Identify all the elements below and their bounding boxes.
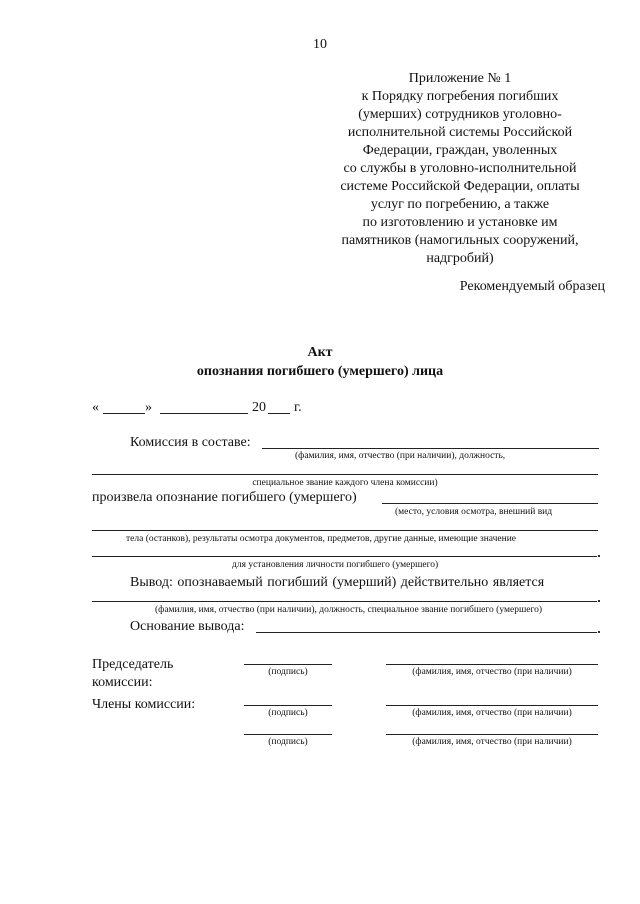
basis-label: Основание вывода: xyxy=(130,619,245,634)
date-day-field[interactable] xyxy=(103,413,145,414)
appendix-line: Приложение № 1 xyxy=(408,71,512,86)
commission-hint-2: специальное звание каждого члена комиссии) xyxy=(252,478,438,488)
identification-hint-2: тела (останков), результаты осмотра документов, предметов, другие данные, имеющие значение xyxy=(126,534,517,544)
member2-signature-hint: (подпись) xyxy=(268,737,308,747)
basis-period xyxy=(598,631,600,633)
conclusion-hint: (фамилия, имя, отчество (при наличии), должность, специальное звание погибшего (умершего) xyxy=(155,605,543,615)
appendix-line: (умерших) сотрудников уголовно- xyxy=(358,107,562,122)
appendix-line: исполнительной системы Российской xyxy=(347,125,573,140)
recommended-sample-note: Рекомендуемый образец xyxy=(459,279,605,294)
chairman-label-1: Председатель xyxy=(92,657,174,672)
chairman-name-hint: (фамилия, имя, отчество (при наличии) xyxy=(412,667,572,677)
appendix-line: услуг по погребению, а также xyxy=(370,197,550,212)
date-open-quote: « xyxy=(92,400,99,415)
chairman-label-2: комиссии: xyxy=(92,675,153,690)
conclusion-field[interactable] xyxy=(92,601,597,602)
appendix-line: надгробий) xyxy=(426,251,494,266)
page-number: 10 xyxy=(313,37,327,52)
member1-name-hint: (фамилия, имя, отчество (при наличии) xyxy=(412,708,572,718)
member2-name-field[interactable] xyxy=(386,734,598,735)
member1-signature-field[interactable] xyxy=(244,705,332,706)
member1-name-field[interactable] xyxy=(386,705,598,706)
member2-name-hint: (фамилия, имя, отчество (при наличии) xyxy=(412,737,572,747)
member1-signature-hint: (подпись) xyxy=(268,708,308,718)
date-year-suffix: г. xyxy=(294,400,302,415)
commission-hint-1: (фамилия, имя, отчество (при наличии), должность, xyxy=(295,451,506,461)
commission-label: Комиссия в составе: xyxy=(130,435,251,450)
identification-hint-1: (место, условия осмотра, внешний вид xyxy=(395,507,553,517)
date-year-prefix: 20 xyxy=(252,400,266,415)
act-title: Акт xyxy=(307,345,333,360)
appendix-line: памятников (намогильных сооружений, xyxy=(341,233,579,248)
chairman-name-field[interactable] xyxy=(386,664,598,665)
chairman-signature-hint: (подпись) xyxy=(268,667,308,677)
conclusion-period xyxy=(598,600,600,602)
members-label: Члены комиссии: xyxy=(92,697,196,712)
act-subtitle: опознания погибшего (умершего) лица xyxy=(196,364,444,379)
conclusion-label: Вывод: опознаваемый погибший (умерший) действительно является xyxy=(130,575,545,590)
chairman-signature-field[interactable] xyxy=(244,664,332,665)
date-close-quote: » xyxy=(145,400,152,415)
identification-hint-3: для установления личности погибшего (умершего) xyxy=(232,560,439,570)
identification-field[interactable] xyxy=(382,503,598,504)
identification-field-3[interactable] xyxy=(92,556,597,557)
appendix-line: со службы в уголовно-исполнительной xyxy=(343,161,577,176)
appendix-header xyxy=(330,70,590,268)
identification-label: произвела опознание погибшего (умершего) xyxy=(92,490,357,505)
date-month-field[interactable] xyxy=(160,413,248,414)
appendix-line: по изготовлению и установке им xyxy=(362,215,558,230)
identification-field-2[interactable] xyxy=(92,530,598,531)
appendix-line: Федерации, граждан, уволенных xyxy=(362,143,558,158)
member2-signature-field[interactable] xyxy=(244,734,332,735)
identification-period xyxy=(598,555,600,557)
basis-field[interactable] xyxy=(256,632,597,633)
appendix-line: системе Российской Федерации, оплаты xyxy=(340,179,580,194)
date-year-field[interactable] xyxy=(268,413,290,414)
appendix-line: к Порядку погребения погибших xyxy=(361,89,559,104)
commission-field[interactable] xyxy=(262,448,599,449)
commission-field-2[interactable] xyxy=(92,474,598,475)
